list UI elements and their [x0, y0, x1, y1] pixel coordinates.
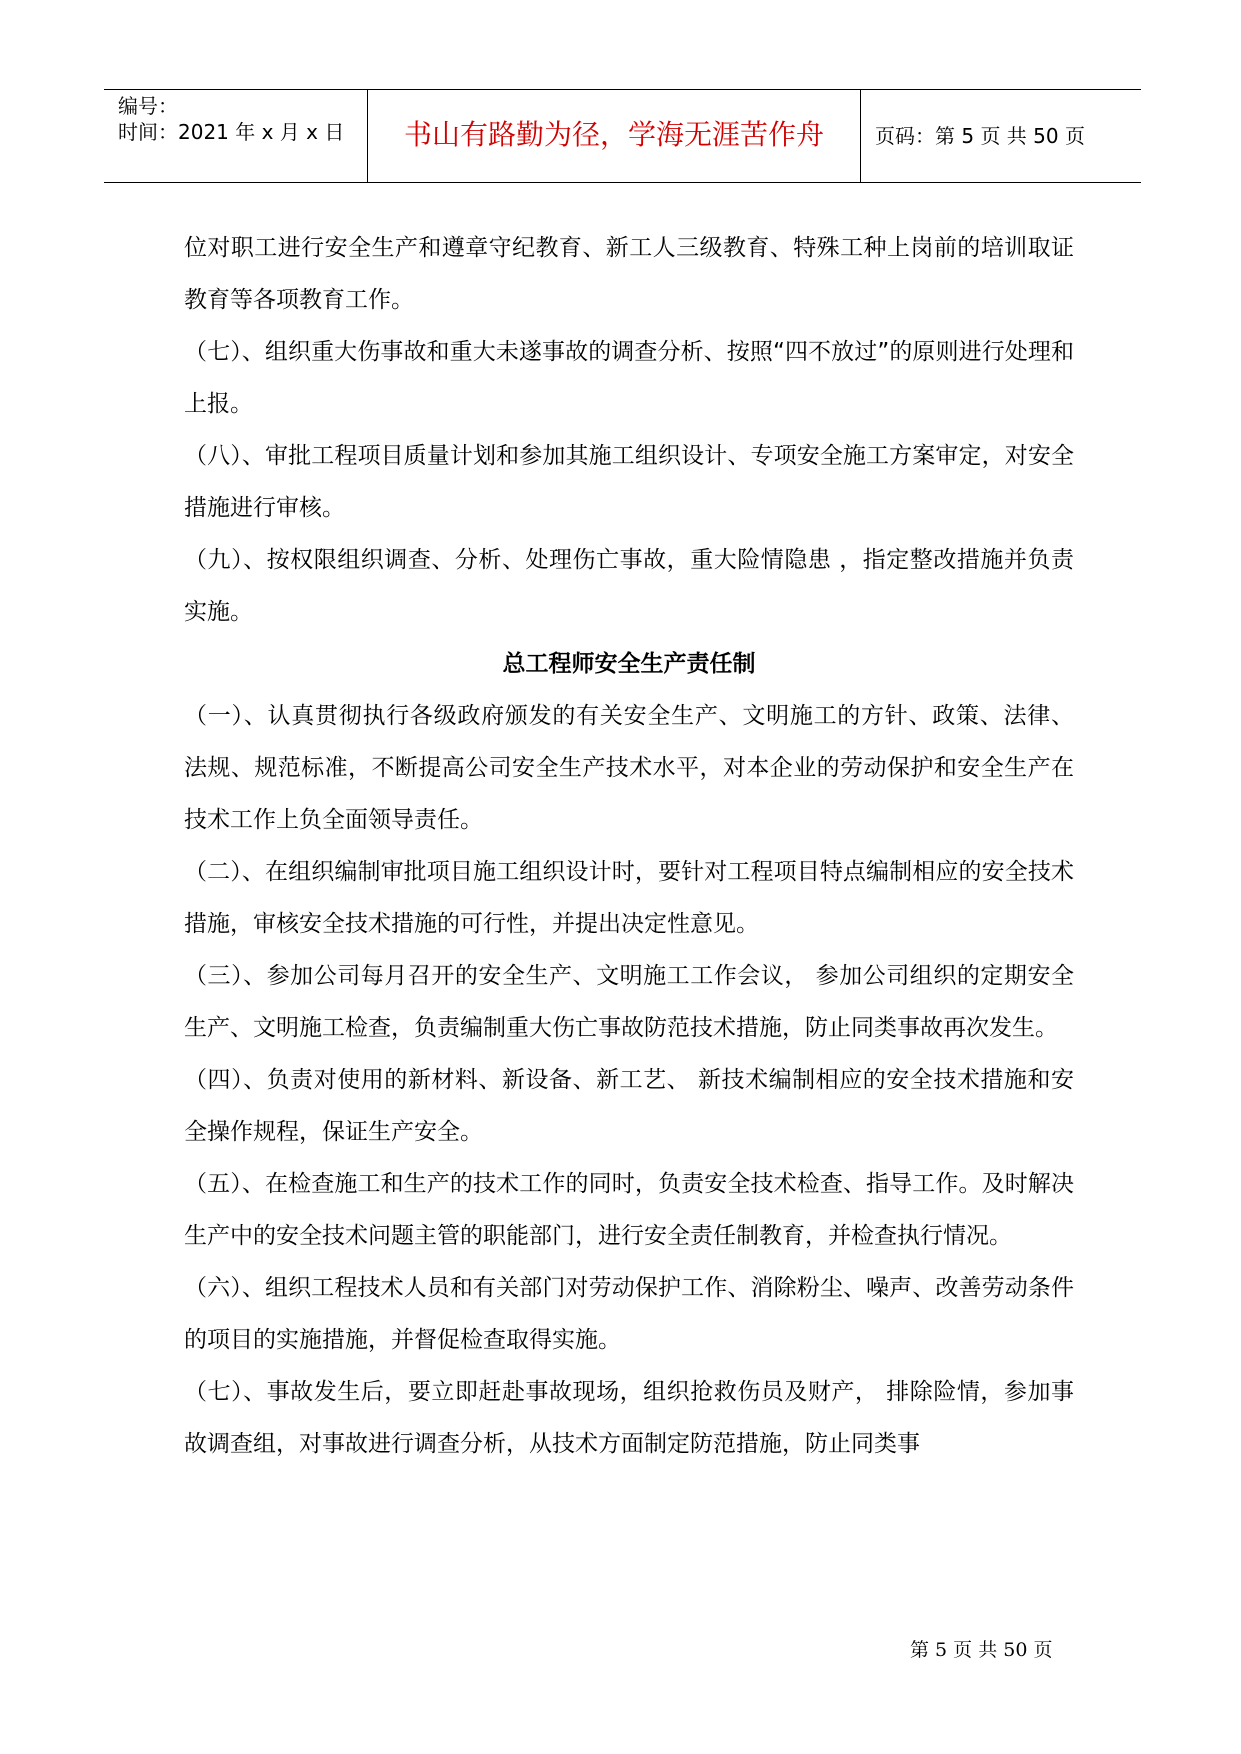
body-paragraph: （三）、参加公司每月召开的安全生产、文明施工工作会议， 参加公司组织的定期安全生产、文明施工检查，负责编制重大伤亡事故防范技术措施，防止同类事故再次发生。 — [184, 963, 1074, 1041]
body-paragraph: 位对职工进行安全生产和遵章守纪教育、新工人三级教育、特殊工种上岗前的培训取证教育等各项教育工作。 — [184, 235, 1074, 313]
page-footer: 第 5 页 共 50 页 — [910, 1639, 1053, 1661]
header-page-cell — [861, 90, 1141, 182]
document-body — [184, 222, 1074, 1470]
document-number-label: 编号： — [118, 94, 178, 118]
body-paragraph: （九）、按权限组织调查、分析、处理伤亡事故，重大险情隐患 ，指定整改措施并负责实施。 — [184, 547, 1074, 625]
document-header — [104, 89, 1141, 183]
header-motto: 书山有路勤为径，学海无涯苦作舟 — [403, 118, 824, 151]
body-paragraph: （八）、审批工程项目质量计划和参加其施工组织设计、专项安全施工方案审定，对安全措施进行审核。 — [184, 443, 1074, 521]
body-paragraph: （七）、组织重大伤事故和重大未遂事故的调查分析、按照“四不放过”的原则进行处理和上报。 — [184, 339, 1074, 417]
header-page-code: 页码：第 5 页 共 50 页 — [875, 124, 1085, 148]
body-paragraph: （四）、负责对使用的新材料、新设备、新工艺、 新技术编制相应的安全技术措施和安全操作规程，保证生产安全。 — [184, 1067, 1074, 1145]
body-paragraph: （一）、认真贯彻执行各级政府颁发的有关安全生产、文明施工的方针、政策、法律、 法规、规范标准，不断提高公司安全生产技术水平，对本企业的劳动保护和安全生产在技术工作上负全面领导责任。 — [184, 703, 1074, 833]
body-paragraph: （二）、在组织编制审批项目施工组织设计时，要针对工程项目特点编制相应的安全技术措施，审核安全技术措施的可行性，并提出决定性意见。 — [184, 859, 1074, 937]
header-meta-cell — [104, 90, 368, 182]
section-heading: 总工程师安全生产责任制 — [502, 651, 756, 677]
body-paragraph: （五）、在检查施工和生产的技术工作的同时，负责安全技术检查、指导工作。及时解决生产中的安全技术问题主管的职能部门，进行安全责任制教育，并检查执行情况。 — [184, 1171, 1074, 1249]
document-time-label: 时间：2021 年 x 月 x 日 — [118, 120, 345, 144]
body-paragraph: （六）、组织工程技术人员和有关部门对劳动保护工作、消除粉尘、噪声、改善劳动条件的项目的实施措施，并督促检查取得实施。 — [184, 1275, 1074, 1353]
header-motto-cell — [368, 90, 861, 182]
body-paragraph: （七）、事故发生后，要立即赶赴事故现场，组织抢救伤员及财产， 排除险情，参加事故调查组，对事故进行调查分析，从技术方面制定防范措施，防止同类事 — [184, 1379, 1074, 1457]
